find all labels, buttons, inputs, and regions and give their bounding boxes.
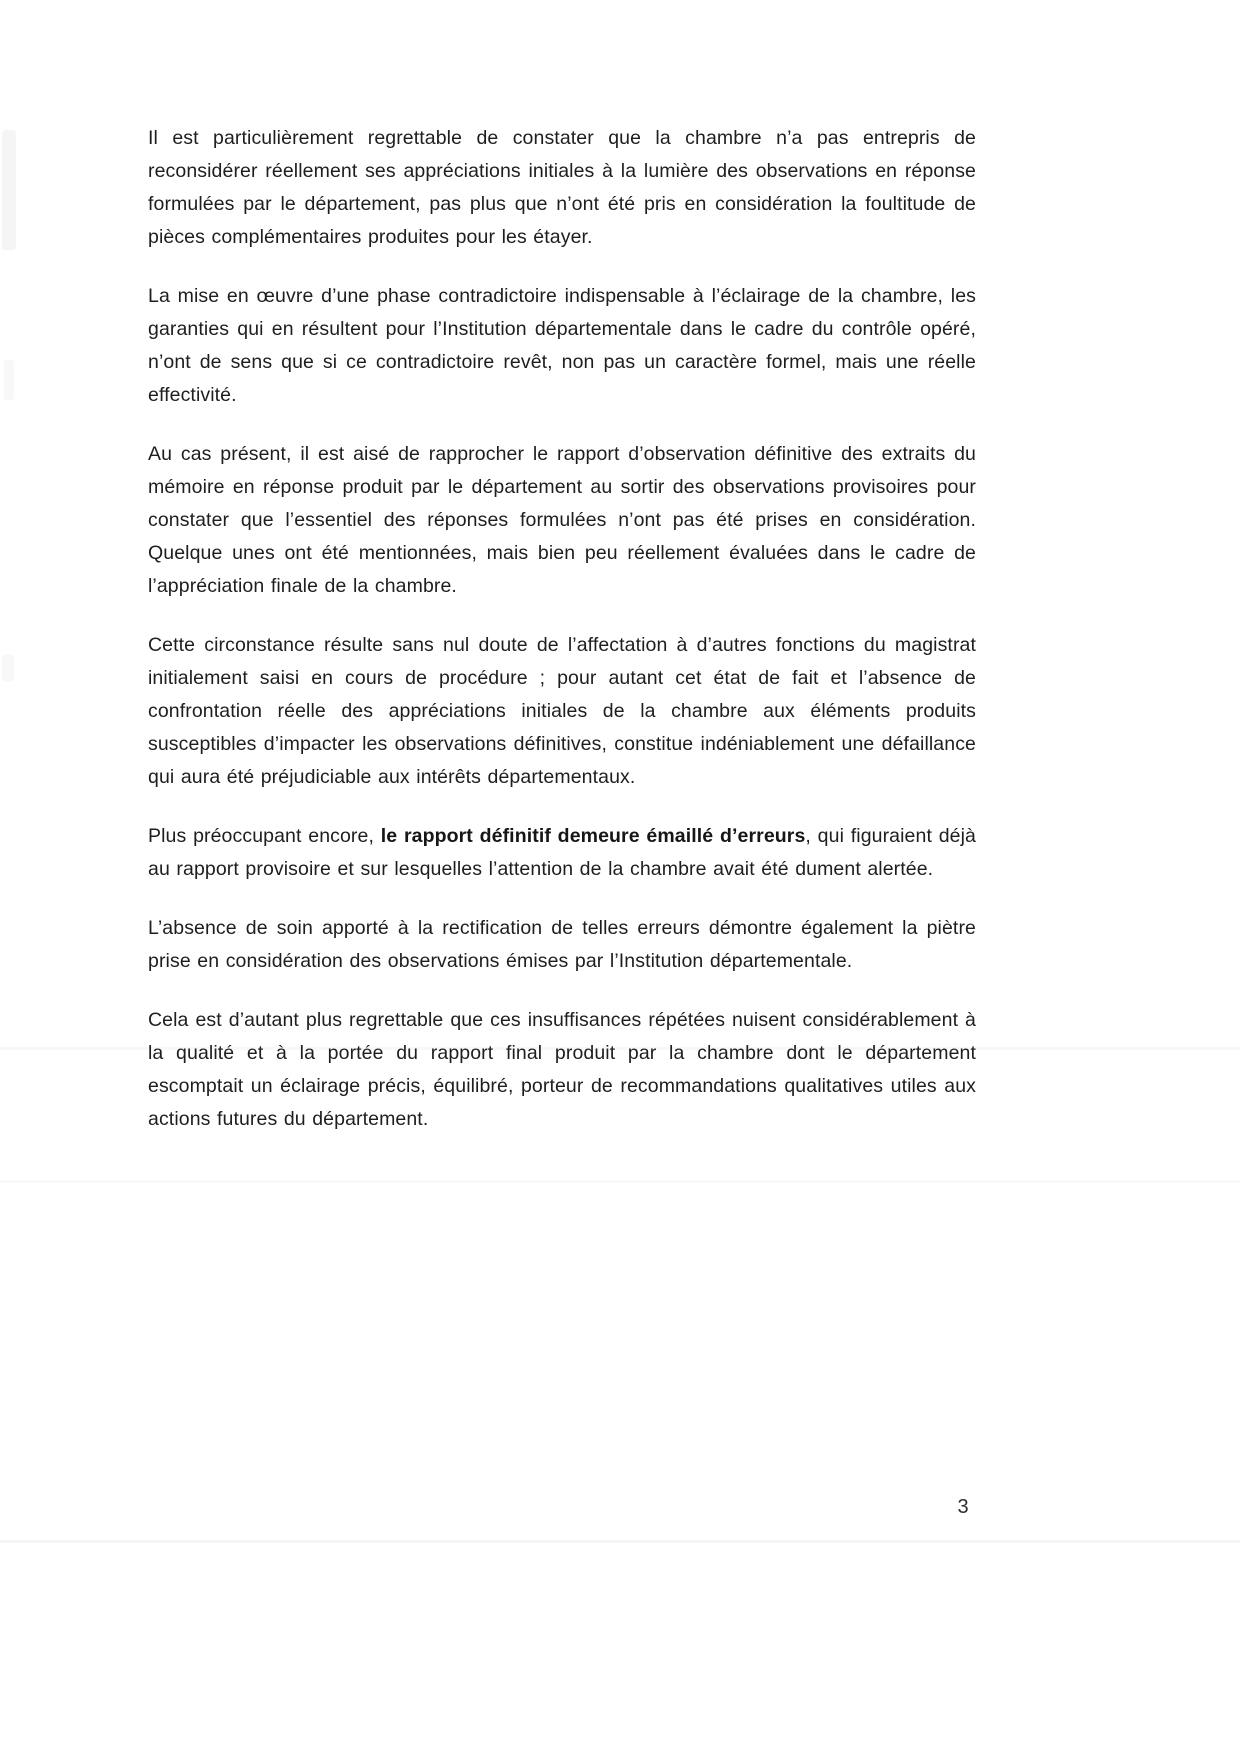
scan-artifact (4, 360, 14, 400)
paragraph-7: Cela est d’autant plus regrettable que ces insuffisances répétées nuisent considérablement à la qualité et à la portée du rapport final produit par la chambre dont le département escomptait un éclairage précis, équilibré, porteur de recommandations qualitatives utiles aux actions futures du département. (148, 1009, 976, 1130)
paragraph-5-tail: , qui figuraient déjà au rapport provisoire et sur lesquelles l’attention de la chambre avait été dument alertée. (148, 825, 976, 880)
paragraph-5 (148, 820, 976, 886)
scan-artifact (0, 1180, 1240, 1183)
paragraph-6: L’absence de soin apporté à la rectification de telles erreurs démontre également la piètre prise en considération des observations émises par l’Institution départementale. (148, 917, 976, 972)
paragraph-5-lead: Plus préoccupant encore, (148, 825, 381, 847)
paragraph-2: La mise en œuvre d’une phase contradictoire indispensable à l’éclairage de la chambre, les garanties qui en résultent pour l’Institution départementale dans le cadre du contrôle opéré, n’ont de sens que si ce contradictoire revêt, non pas un caractère formel, mais une réelle effectivité. (148, 285, 976, 406)
scan-artifact (2, 655, 14, 681)
paragraph-1: Il est particulièrement regrettable de constater que la chambre n’a pas entrepris de reconsidérer réellement ses appréciations initiales à la lumière des observations en réponse formulées par le département, pas plus que n’ont été pris en considération la foultitude de pièces complémentaires produites pour les étayer. (148, 127, 976, 248)
paragraph-3: Au cas présent, il est aisé de rapprocher le rapport d’observation définitive des extraits du mémoire en réponse produit par le département au sortir des observations provisoires pour constater que l’essentiel des réponses formulées n’ont pas été prises en considération. Quelque unes ont été mentionnées, mais bien peu réellement évaluées dans le cadre de l’appréciation finale de la chambre. (148, 443, 976, 597)
bold-text: le rapport définitif demeure émaillé d’erreurs (380, 825, 806, 847)
document-body (148, 122, 976, 1162)
page-number: 3 (957, 1496, 969, 1518)
scan-artifact (0, 1540, 1240, 1543)
paragraph-4: Cette circonstance résulte sans nul doute de l’affectation à d’autres fonctions du magistrat initialement saisi en cours de procédure ; pour autant cet état de fait et l’absence de confrontation réelle des appréciations initiales de la chambre aux éléments produits susceptibles d’impacter les observations définitives, constitue indéniablement une défaillance qui aura été préjudiciable aux intérêts départementaux. (148, 634, 976, 788)
scan-artifact (2, 130, 16, 250)
